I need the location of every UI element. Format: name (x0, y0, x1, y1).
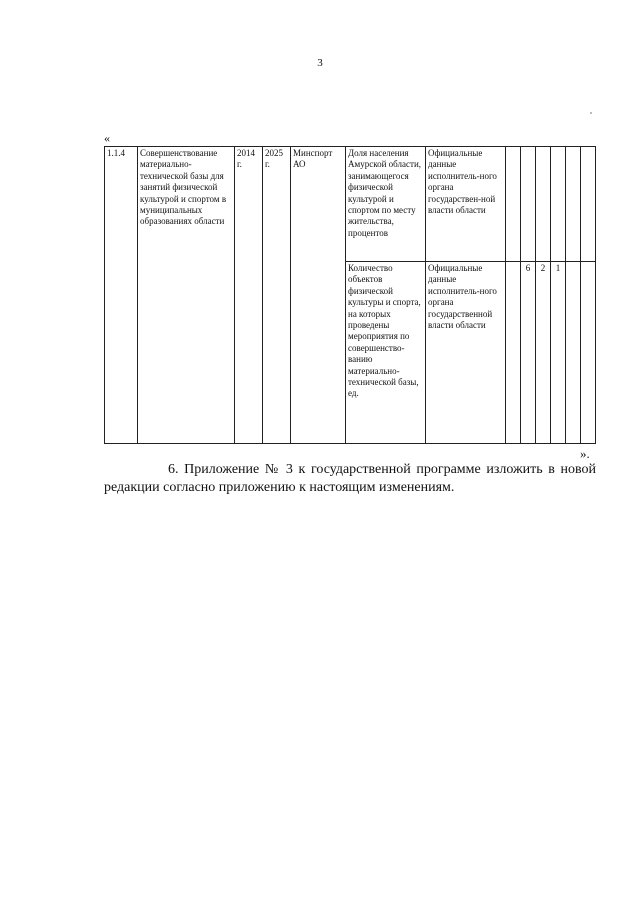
measures-table (104, 146, 596, 444)
measure-cell: Совершенствование материально-технической базы для занятий физической культурой и спортом в муниципальных образованиях области (138, 147, 235, 444)
value-cell: 2 (536, 262, 551, 444)
value-cell: 1 (551, 262, 566, 444)
start-year-cell: 2014 г. (235, 147, 263, 444)
table-row (105, 147, 596, 262)
amendment-paragraph (104, 461, 596, 497)
value-cell (536, 147, 551, 262)
indicator-name-cell: Доля населения Амурской области, занимающегося физической культурой и спортом по месту жительства, процентов (346, 147, 426, 262)
value-cell (551, 147, 566, 262)
value-cell (566, 147, 581, 262)
value-cell: 6 (521, 262, 536, 444)
row-id-cell: 1.1.4 (105, 147, 138, 444)
closing-quote: ». (580, 446, 590, 461)
indicator-source-cell: Официальные данные исполнитель-ного органа государствен-ной власти области (426, 147, 506, 262)
value-cell (506, 262, 521, 444)
page-number: 3 (317, 57, 323, 69)
value-cell (566, 262, 581, 444)
indicator-source-cell: Официальные данные исполнитель-ного органа государственной власти области (426, 262, 506, 444)
indicator-name-cell: Количество объектов физической культуры и спорта, на которых проведены мероприятия по совершенство-ванию материально-технической базы, ед. (346, 262, 426, 444)
end-year-cell: 2025 г. (263, 147, 291, 444)
value-cell (506, 147, 521, 262)
scan-speck (590, 112, 592, 114)
paragraph-line-2: редакции согласно приложению к настоящим изменениям. (104, 480, 455, 495)
value-cell (521, 147, 536, 262)
opening-quote: « (104, 131, 110, 145)
executor-cell: Минспорт АО (291, 147, 346, 444)
value-cell (581, 147, 596, 262)
paragraph-line-1: 6. Приложение № 3 к государственной программе изложить в новой (168, 462, 596, 477)
value-cell (581, 262, 596, 444)
